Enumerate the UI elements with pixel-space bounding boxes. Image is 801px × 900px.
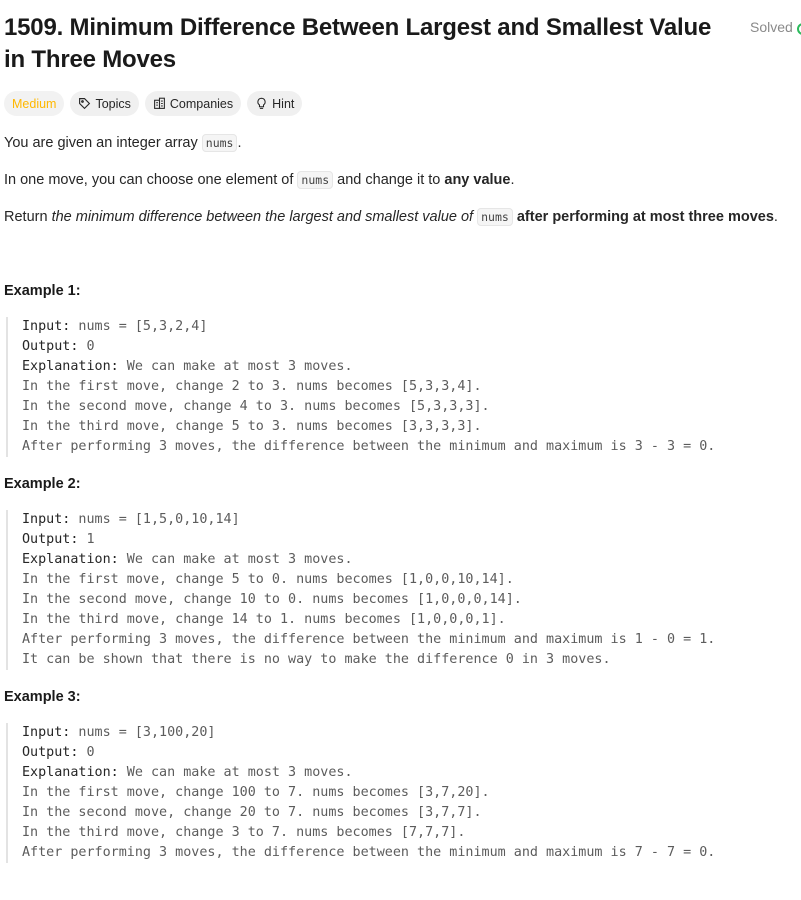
example-explanation-line: [22, 550, 786, 570]
explanation-label: Explanation:: [22, 552, 119, 567]
example-2-title: Example 2:: [4, 476, 81, 492]
example-input-line: [22, 317, 786, 337]
example-output-line: [22, 530, 786, 550]
example-output-line: [22, 743, 786, 763]
emphasis-text: any value: [444, 172, 511, 188]
description-text: .: [237, 135, 242, 151]
description-text: .: [510, 172, 515, 188]
description-paragraph-2: [4, 170, 515, 190]
problem-title: 1509. Minimum Difference Between Largest and Smallest Value in Three Moves: [4, 14, 712, 73]
hint-button[interactable]: [247, 91, 302, 116]
output-value: 0: [78, 745, 95, 760]
description-text: Return: [4, 209, 52, 225]
description-text: You are given an integer array: [4, 135, 202, 151]
explanation-detail: In the third move, change 14 to 1. nums becomes [1,0,0,0,1].: [22, 612, 506, 627]
inline-code: nums: [297, 171, 333, 189]
output-label: Output:: [22, 532, 79, 547]
output-value: 1: [78, 532, 95, 547]
explanation-detail: In the third move, change 5 to 3. nums becomes [3,3,3,3].: [22, 419, 482, 434]
companies-label: Companies: [169, 96, 234, 111]
tag-icon: [78, 97, 91, 110]
explanation-value: We can make at most 3 moves.: [118, 765, 353, 780]
solved-status: [750, 19, 801, 35]
description-text: and change it to: [333, 172, 445, 188]
explanation-detail: In the first move, change 5 to 0. nums becomes [1,0,0,10,14].: [22, 572, 514, 587]
description-text: .: [773, 209, 778, 225]
example-3-title: Example 3:: [4, 689, 81, 705]
example-explanation-line: [22, 763, 786, 783]
explanation-detail: In the first move, change 2 to 3. nums becomes [5,3,3,4].: [22, 379, 482, 394]
description-paragraph-3: [4, 207, 778, 227]
tag-bar: [4, 91, 302, 116]
topics-label: Topics: [95, 96, 131, 111]
input-value: nums = [3,100,20]: [70, 725, 216, 740]
explanation-detail: After performing 3 moves, the difference between the minimum and maximum is 1 - 0 = 1.: [22, 632, 716, 647]
output-label: Output:: [22, 339, 79, 354]
example-1-block: [6, 317, 786, 457]
difficulty-label: Medium: [12, 96, 57, 111]
explanation-detail: In the third move, change 3 to 7. nums becomes [7,7,7].: [22, 825, 466, 840]
difficulty-badge: [4, 91, 64, 116]
explanation-detail: In the second move, change 10 to 0. nums becomes [1,0,0,0,14].: [22, 592, 522, 607]
inline-code: nums: [202, 134, 238, 152]
output-value: 0: [78, 339, 95, 354]
explanation-label: Explanation:: [22, 765, 119, 780]
italic-text: the minimum difference between the largest and smallest value of: [51, 209, 478, 225]
description-text: In one move, you can choose one element of: [4, 172, 298, 188]
description-paragraph-1: [4, 133, 242, 153]
input-value: nums = [5,3,2,4]: [70, 319, 208, 334]
explanation-detail: In the second move, change 20 to 7. nums becomes [3,7,7].: [22, 805, 482, 820]
example-1-title: Example 1:: [4, 283, 81, 299]
solved-check-icon: [797, 23, 801, 35]
explanation-detail: After performing 3 moves, the difference between the minimum and maximum is 3 - 3 = 0.: [22, 439, 716, 454]
explanation-detail: After performing 3 moves, the difference between the minimum and maximum is 7 - 7 = 0.: [22, 845, 716, 860]
explanation-label: Explanation:: [22, 359, 119, 374]
input-label: Input:: [22, 319, 71, 334]
explanation-detail: In the first move, change 100 to 7. nums becomes [3,7,20].: [22, 785, 490, 800]
example-3-block: [6, 723, 786, 863]
input-label: Input:: [22, 725, 71, 740]
explanation-value: We can make at most 3 moves.: [118, 359, 353, 374]
example-2-block: [6, 510, 786, 670]
output-label: Output:: [22, 745, 79, 760]
companies-button[interactable]: [145, 91, 241, 116]
explanation-detail: It can be shown that there is no way to make the difference 0 in 3 moves.: [22, 652, 611, 667]
example-input-line: [22, 510, 786, 530]
solved-label: Solved: [750, 19, 793, 35]
emphasis-text: after performing at most three moves: [512, 209, 774, 225]
input-label: Input:: [22, 512, 71, 527]
example-output-line: [22, 337, 786, 357]
hint-label: Hint: [272, 96, 295, 111]
explanation-value: We can make at most 3 moves.: [118, 552, 353, 567]
topics-button[interactable]: [70, 91, 138, 116]
building-icon: [153, 97, 166, 110]
inline-code: nums: [477, 208, 513, 226]
example-explanation-line: [22, 357, 786, 377]
input-value: nums = [1,5,0,10,14]: [70, 512, 240, 527]
lightbulb-icon: [255, 97, 268, 110]
explanation-detail: In the second move, change 4 to 3. nums becomes [5,3,3,3].: [22, 399, 490, 414]
example-input-line: [22, 723, 786, 743]
